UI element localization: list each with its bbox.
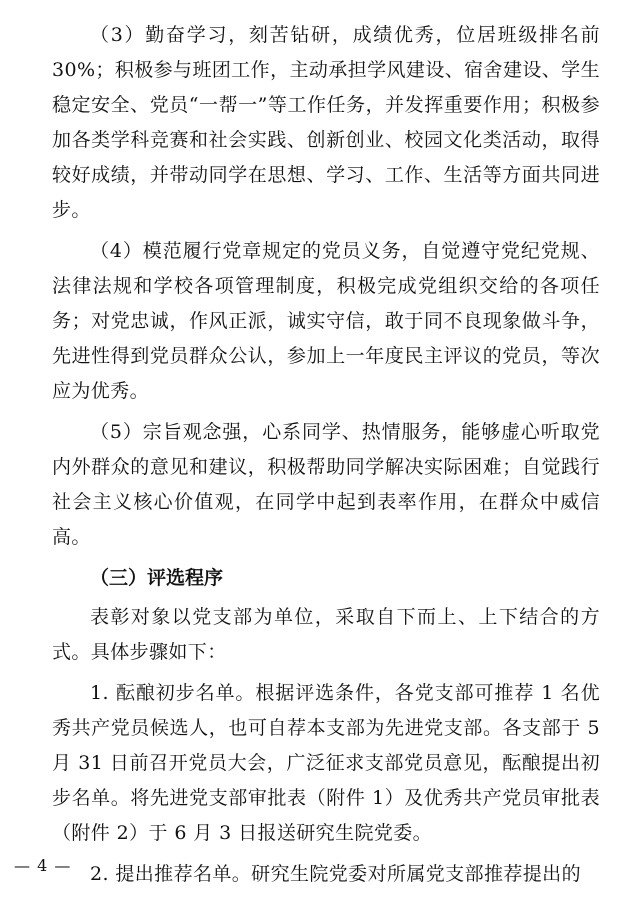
section-heading: （三）评选程序: [90, 567, 224, 589]
paragraph-criterion-4: （4）模范履行党章规定的党员义务，自觉遵守党纪党规、法律法规和学校各项管理制度，积极完成党组织交给的各项任务；对党忠诚，作风正派，诚实守信，敢于同不良现象做斗争，先进性得到党员群众公认，参加上一年度民主评议的党员，等次应为优秀。: [52, 240, 600, 402]
paragraph-procedure-intro: 表彰对象以党支部为单位，采取自下而上、上下结合的方式。具体步骤如下：: [52, 606, 600, 663]
document-body: [52, 18, 600, 898]
paragraph-step-1: 1. 酝酿初步名单。根据评选条件，各党支部可推荐 1 名优秀共产党员候选人，也可自荐本支部为先进党支部。各支部于 5 月 31 日前召开党员大会，广泛征求支部党员意见，酝酿提出初步名单。将先进党支部审批表（附件 1）及优秀共产党员审批表（附件 2）于 6 月 3 日报送研究生院党委。: [52, 682, 600, 844]
paragraph-step-2: 2. 提出推荐名单。研究生院党委对所属党支部推荐提出的: [90, 863, 581, 885]
paragraph-criterion-3: （3）勤奋学习，刻苦钻研，成绩优秀，位居班级排名前 30%；积极参与班团工作，主动承担学风建设、宿舍建设、学生稳定安全、党员“一帮一”等工作任务，并发挥重要作用；积极参加各类学科竞赛和社会实践、创新创业、校园文化类活动，取得较好成绩，并带动同学在思想、学习、工作、生活等方面共同进步。: [52, 24, 600, 221]
page-number: — 4 —: [14, 856, 72, 875]
paragraph-criterion-5: （5）宗旨观念强，心系同学、热情服务，能够虚心听取党内外群众的意见和建议，积极帮助同学解决实际困难；自觉践行社会主义核心价值观，在同学中起到表率作用，在群众中威信高。: [52, 421, 600, 548]
